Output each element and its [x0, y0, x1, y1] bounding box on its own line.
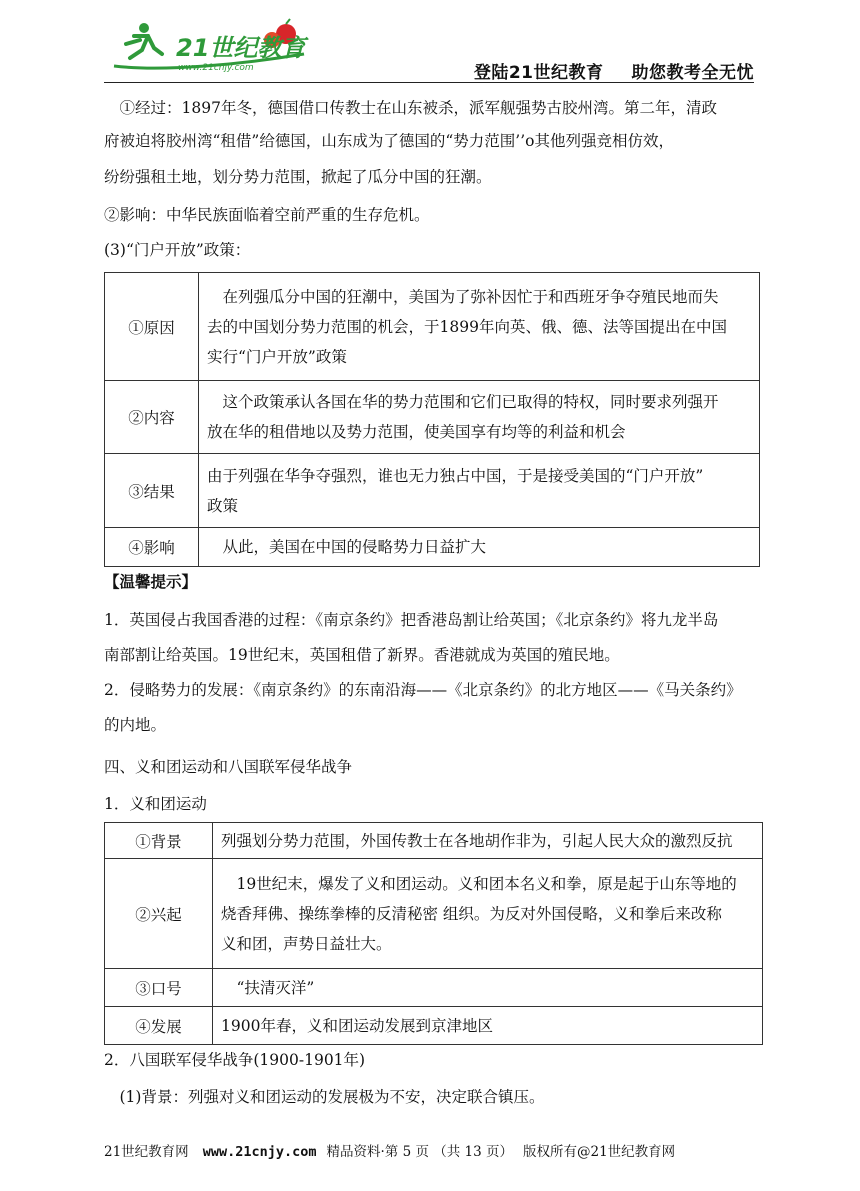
row-value — [213, 823, 763, 859]
tips-line-2: 南部割让给英国。19世纪末，英国租借了新界。香港就成为英国的殖民地。 — [104, 646, 620, 664]
cell-line: 实行“门户开放”政策 — [207, 347, 347, 366]
table-row — [105, 859, 763, 969]
table-row — [105, 969, 763, 1007]
body-line-4: ②影响：中华民族面临着空前严重的生存危机。 — [104, 206, 430, 224]
row-key: ③结果 — [105, 454, 199, 528]
body-line-2: 府被迫将胶州湾“租借”给德国，山东成为了德国的“势力范围’’o其他列强竞相仿效， — [104, 132, 674, 150]
footer-url[interactable]: www.21cnjy.com — [202, 1144, 317, 1160]
cell-line: 列强划分势力范围，外国传教士在各地胡作非为，引起人民大众的激烈反抗 — [221, 831, 733, 850]
row-key: ①背景 — [105, 823, 213, 859]
table-row — [105, 823, 763, 859]
cell-line: 去的中国划分势力范围的机会，于1899年向英、俄、德、法等国提出在中国 — [207, 317, 727, 336]
row-key: ④影响 — [105, 528, 199, 567]
subsection-title: 1．义和团运动 — [104, 795, 207, 813]
boxer-movement-table — [104, 822, 763, 1045]
row-value — [199, 381, 760, 454]
logo-text: 21世纪教育 — [176, 34, 306, 62]
row-value — [199, 528, 760, 567]
cell-line: 政策 — [207, 496, 239, 515]
cell-line: 在列强瓜分中国的狂潮中，美国为了弥补因忙于和西班牙争夺殖民地而失 — [207, 287, 719, 306]
body-line-1: ①经过：1897年冬，德国借口传教士在山东被杀，派军舰强势古胶州湾。第二年，清政 — [104, 99, 717, 117]
body-line-5: (3)“门户开放”政策： — [104, 241, 251, 259]
cell-line: 这个政策承认各国在华的势力范围和它们已取得的特权，同时要求列强开 — [207, 393, 719, 411]
table-row — [105, 1007, 763, 1045]
site-logo — [104, 14, 314, 80]
row-key: ④发展 — [105, 1007, 213, 1045]
page-footer — [104, 1140, 760, 1160]
body-line-background: (1)背景：列强对义和团运动的发展极为不安，决定联合镇压。 — [104, 1088, 545, 1106]
row-value — [213, 859, 763, 969]
table-row — [105, 381, 760, 454]
tips-heading: 【温馨提示】 — [104, 572, 198, 591]
logo-url: www.21cnjy.com — [178, 63, 254, 73]
table-row — [105, 454, 760, 528]
footer-copyright: 版权所有@21世纪教育网 — [523, 1144, 676, 1160]
cell-line: 放在华的租借地以及势力范围，使美国享有均等的利益和机会 — [207, 423, 626, 441]
row-key: ③口号 — [105, 969, 213, 1007]
open-door-table — [104, 272, 760, 567]
footer-site: 21世纪教育网 — [104, 1144, 189, 1160]
page-header — [104, 14, 754, 84]
cell-line: 1900年春，义和团运动发展到京津地区 — [221, 1016, 493, 1035]
slogan-login: 登陆21世纪教育 — [473, 63, 604, 83]
slogan-help: 助您教考全无忧 — [631, 63, 754, 83]
logo-graphic — [104, 14, 314, 80]
subsection-title-2: 2．八国联军侵华战争(1900-1901年) — [104, 1051, 366, 1069]
cell-line: “扶清灭洋” — [221, 978, 315, 997]
body-line-3: 纷纷强租土地，划分势力范围，掀起了瓜分中国的狂潮。 — [104, 168, 492, 186]
cell-line: 由于列强在华争夺强烈，谁也无力独占中国，于是接受美国的“门户开放” — [207, 466, 704, 485]
row-value — [213, 969, 763, 1007]
row-key: ②内容 — [105, 381, 199, 454]
row-key: ①原因 — [105, 273, 199, 381]
table-row — [105, 273, 760, 381]
cell-line: 义和团，声势日益壮大。 — [221, 934, 392, 953]
header-divider — [104, 82, 754, 83]
cell-line: 从此，美国在中国的侵略势力日益扩大 — [207, 538, 487, 556]
table-row — [105, 528, 760, 567]
tips-line-1: 1．英国侵占我国香港的过程：《南京条约》把香港岛割让给英国；《北京条约》将九龙半岛 — [104, 611, 719, 629]
row-value — [213, 1007, 763, 1045]
header-slogan — [474, 58, 754, 83]
cell-line: 烧香拜佛、操练拳棒的反清秘密 组织。为反对外国侵略，义和拳后来改称 — [221, 904, 722, 923]
tips-line-4: 的内地。 — [104, 716, 167, 734]
tips-line-3: 2．侵略势力的发展：《南京条约》的东南沿海——《北京条约》的北方地区——《马关条约》 — [104, 681, 742, 699]
footer-page-info: 精品资料·第 5 页 （共 13 页） — [326, 1144, 513, 1160]
cell-line: 19世纪末，爆发了义和团运动。义和团本名义和拳，原是起于山东等地的 — [221, 874, 737, 893]
section-title: 四、义和团运动和八国联军侵华战争 — [104, 758, 353, 776]
row-value — [199, 273, 760, 381]
row-value — [199, 454, 760, 528]
row-key: ②兴起 — [105, 859, 213, 969]
